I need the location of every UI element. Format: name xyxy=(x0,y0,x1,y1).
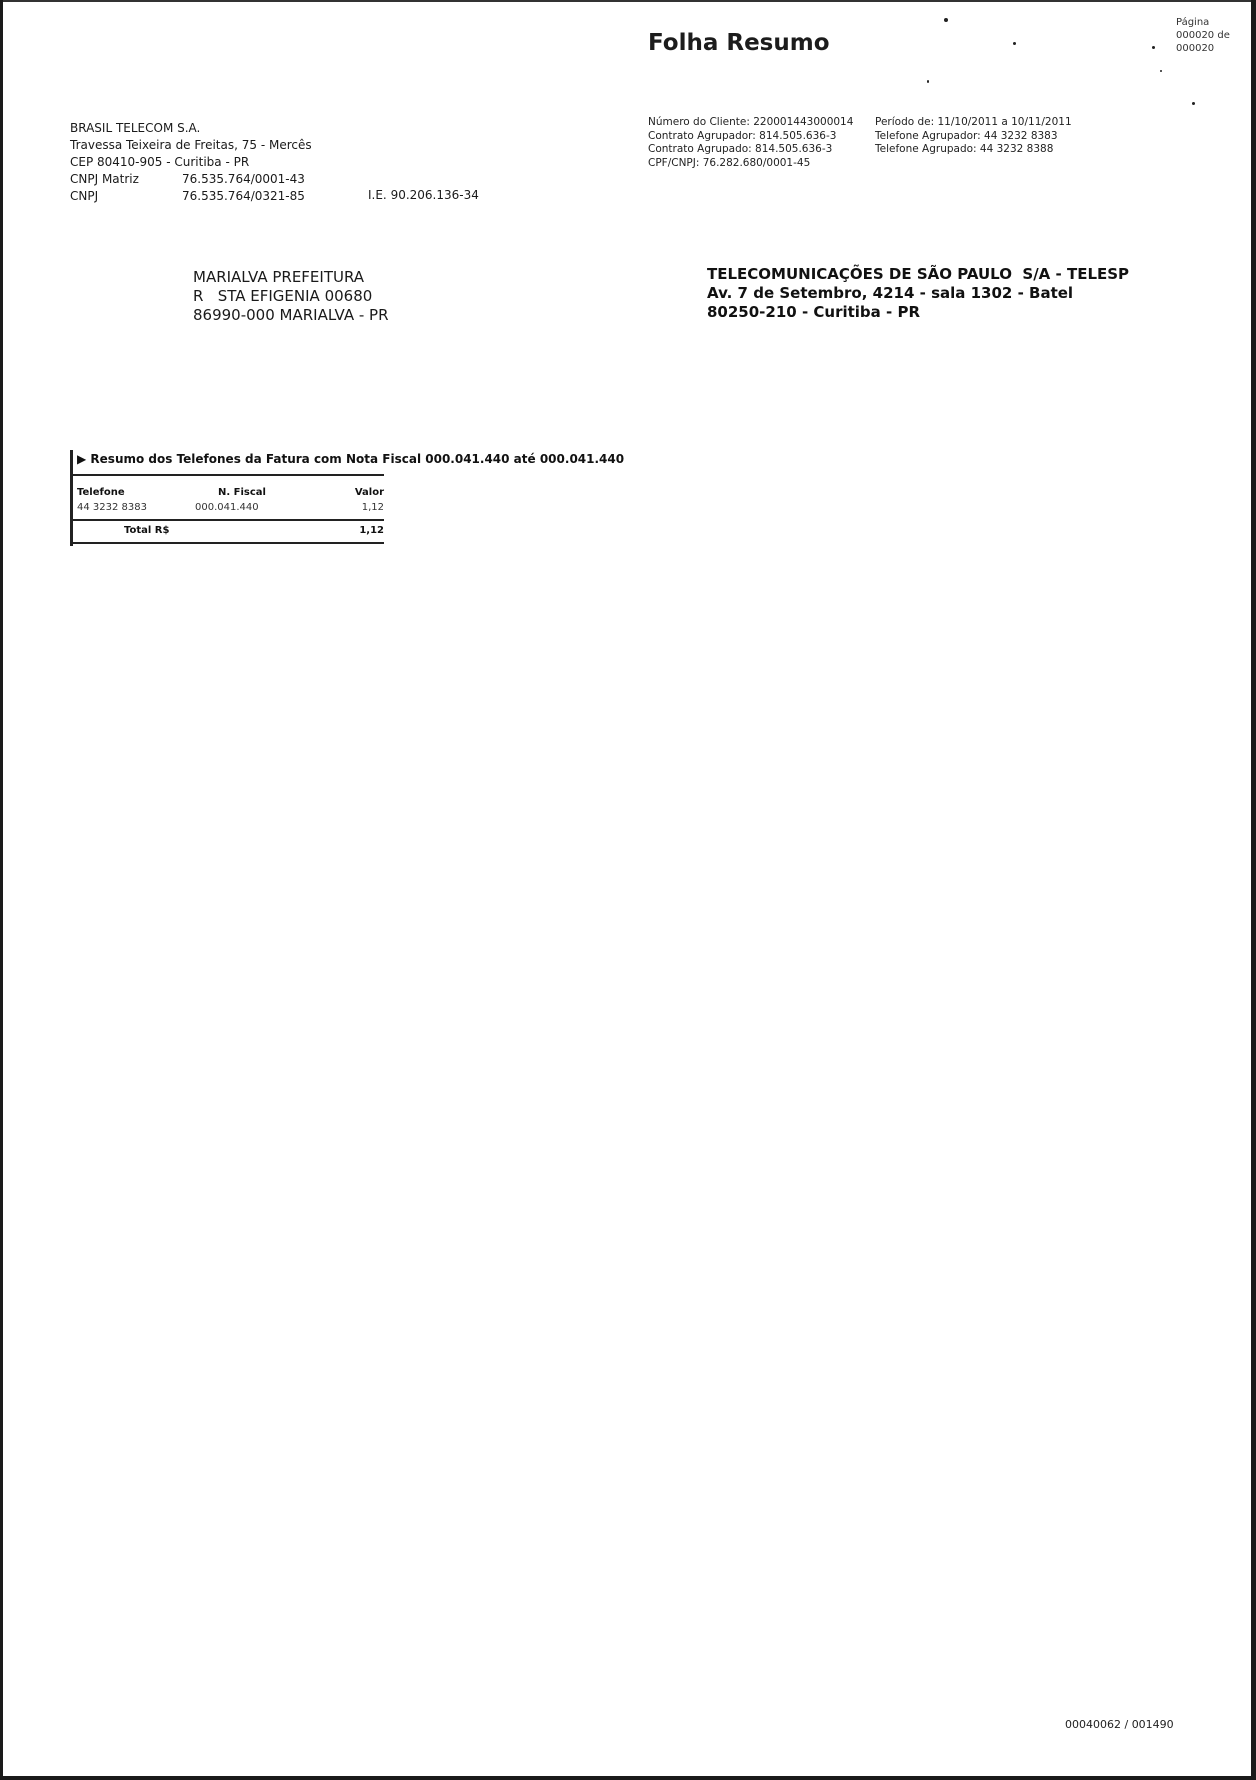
issuer-cnpj-matriz-row xyxy=(70,171,312,188)
page-counter xyxy=(1176,16,1230,55)
contract-grouper: Contrato Agrupador: 814.505.636-3 xyxy=(648,129,837,142)
page-total: 000020 xyxy=(1176,43,1215,54)
sender-name: TELECOMUNICAÇÕES DE SÃO PAULO S/A - TELESP xyxy=(707,265,1130,283)
scan-speck xyxy=(1152,46,1155,49)
page-current: 000020 de xyxy=(1176,30,1230,41)
issuer-cnpj: 76.535.764/0321-85 xyxy=(182,189,305,203)
recipient-street: R STA EFIGENIA 00680 xyxy=(193,287,373,305)
sender-street: Av. 7 de Setembro, 4214 - sala 1302 - Batel xyxy=(707,284,1074,302)
phone-grouped: Telefone Agrupado: 44 3232 8388 xyxy=(875,143,1054,155)
recipient-address xyxy=(193,268,389,325)
sender-address xyxy=(707,265,1129,322)
issuer-cnpj-label: CNPJ xyxy=(70,189,99,203)
column-header-valor: Valor xyxy=(354,487,384,498)
summary-title-text: Resumo dos Telefones da Fatura com Nota Fiscal 000.041.440 até 000.041.440 xyxy=(90,452,625,466)
contract-grouped: Contrato Agrupado: 814.505.636-3 xyxy=(648,143,833,155)
sender-city: 80250-210 - Curitiba - PR xyxy=(707,303,921,321)
cell-valor: 1,12 xyxy=(361,502,384,513)
issuer-name: BRASIL TELECOM S.A. xyxy=(70,121,201,135)
footer-code: 00040062 / 001490 xyxy=(1065,1718,1174,1731)
issuer-cnpj-row xyxy=(70,188,312,205)
scan-speck xyxy=(927,80,929,83)
document-title: Folha Resumo xyxy=(648,30,830,56)
client-info-block xyxy=(648,116,853,170)
cell-nfiscal: 000.041.440 xyxy=(195,502,259,513)
recipient-city: 86990-000 MARIALVA - PR xyxy=(193,306,389,324)
issuer-ie: I.E. 90.206.136-34 xyxy=(368,188,479,202)
scan-speck xyxy=(1160,70,1162,72)
issuer-block xyxy=(70,120,312,205)
scan-speck xyxy=(944,18,948,22)
scan-speck xyxy=(1013,42,1016,45)
period-info-block xyxy=(875,116,1072,157)
summary-rule-top xyxy=(70,474,384,476)
page-edge-right xyxy=(1251,0,1256,1780)
summary-rule-bottom xyxy=(70,542,384,544)
cpf-cnpj: CPF/CNPJ: 76.282.680/0001-45 xyxy=(648,156,811,169)
summary-left-bar xyxy=(70,450,73,546)
phone-grouper: Telefone Agrupador: 44 3232 8383 xyxy=(875,129,1058,142)
recipient-name: MARIALVA PREFEITURA xyxy=(193,268,365,286)
arrow-right-icon: ▶ xyxy=(77,452,87,466)
summary-rule-mid xyxy=(70,519,384,521)
page-label: Página xyxy=(1176,17,1210,28)
total-label: Total R$ xyxy=(124,525,170,536)
column-header-telefone: Telefone xyxy=(77,487,125,498)
total-value: 1,12 xyxy=(359,525,384,536)
page-edge-top xyxy=(0,0,1256,2)
issuer-cep-city: CEP 80410-905 - Curitiba - PR xyxy=(70,155,250,169)
summary-title xyxy=(77,452,624,466)
page-edge-left xyxy=(0,0,3,1780)
issuer-cnpj-matriz: 76.535.764/0001-43 xyxy=(182,172,305,186)
billing-period: Período de: 11/10/2011 a 10/11/2011 xyxy=(875,116,1072,128)
page-edge-bottom xyxy=(0,1776,1256,1780)
issuer-street: Travessa Teixeira de Freitas, 75 - Mercês xyxy=(70,138,312,152)
issuer-cnpj-matriz-label: CNPJ Matriz xyxy=(70,172,139,186)
column-header-nfiscal: N. Fiscal xyxy=(218,487,266,498)
client-number: Número do Cliente: 220001443000014 xyxy=(648,116,854,128)
cell-telefone: 44 3232 8383 xyxy=(77,502,147,513)
scan-speck xyxy=(1192,102,1195,105)
